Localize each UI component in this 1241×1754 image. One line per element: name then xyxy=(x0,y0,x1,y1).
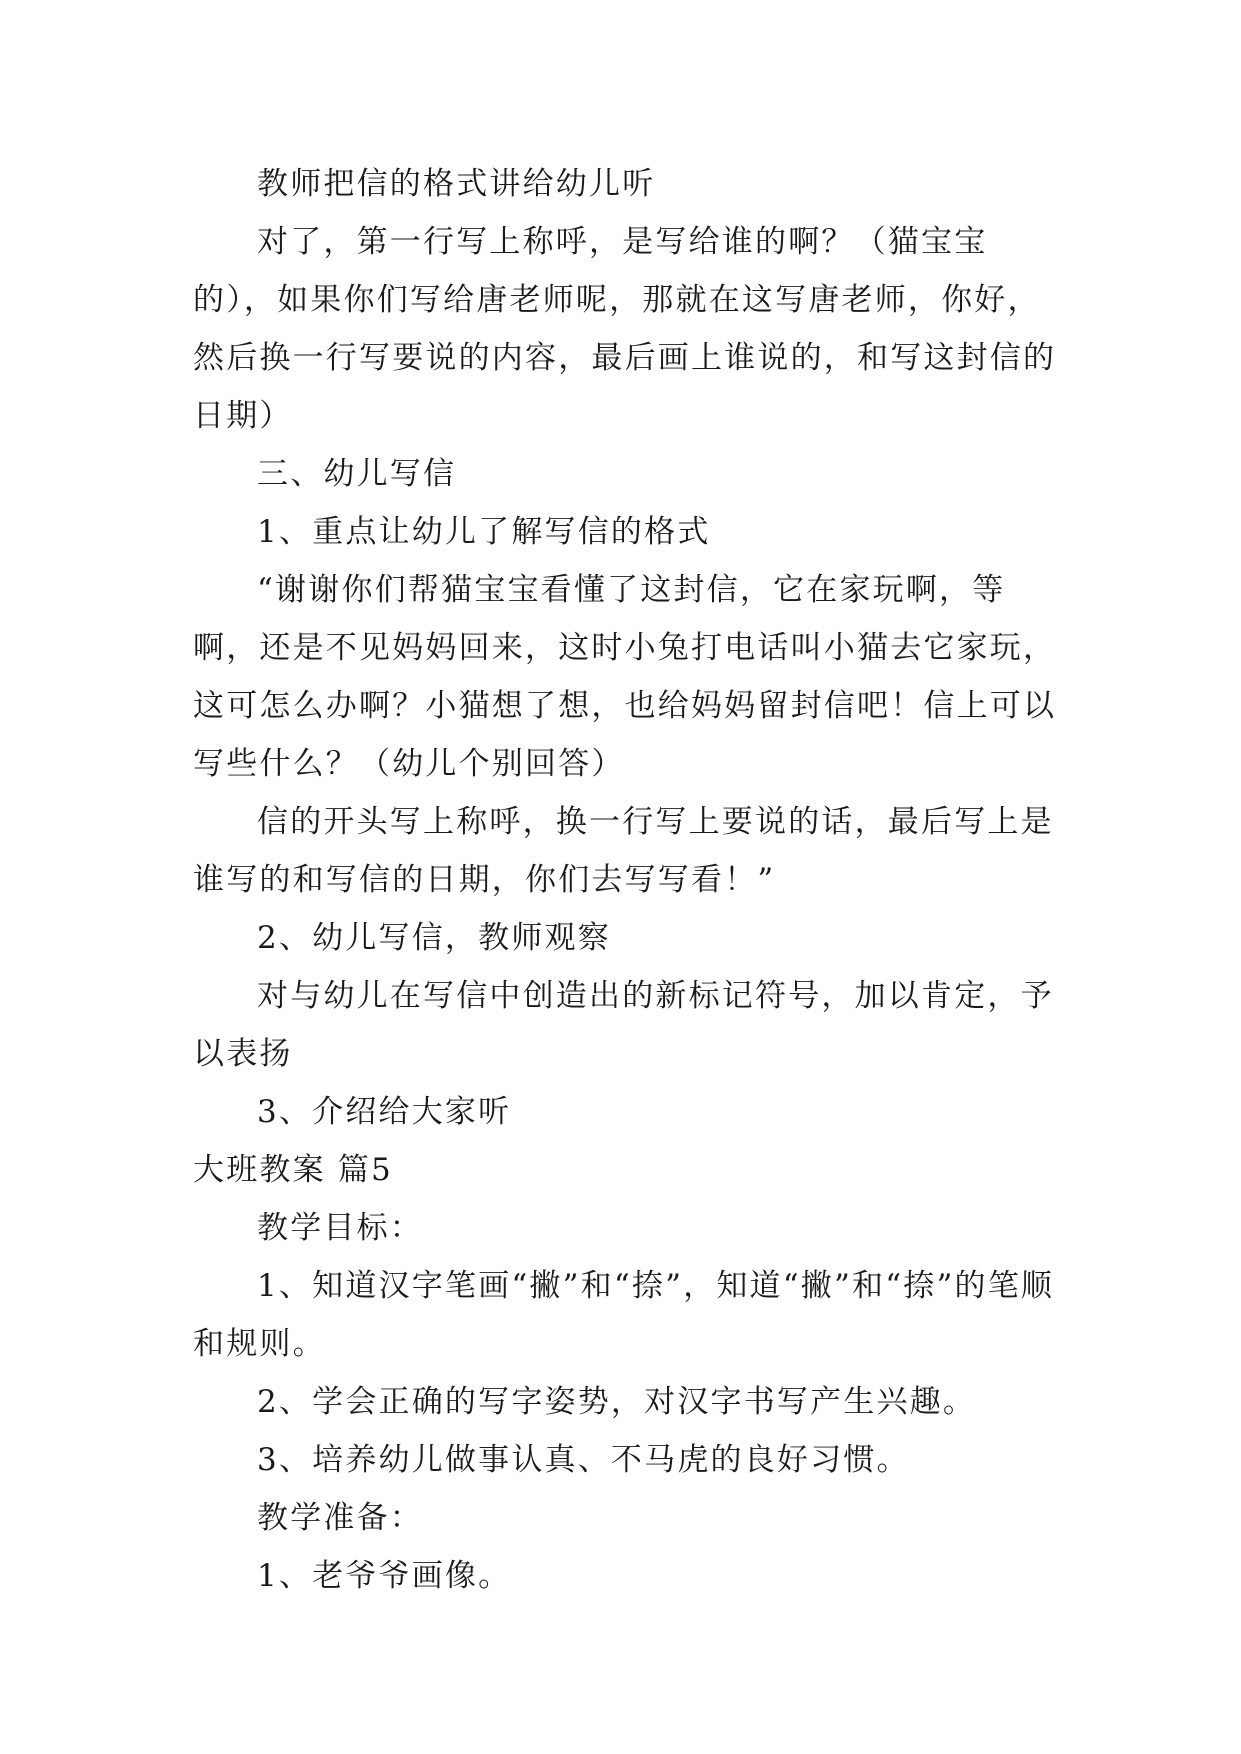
paragraph: 教学准备： xyxy=(257,1500,423,1536)
paragraph: “谢谢你们帮猫宝宝看懂了这封信，它在家玩啊，等啊，还是不见妈妈回来，这时小兔打电话叫小猫去它家玩，这可怎么办啊？小猫想了想，也给妈妈留封信吧！信上可以写些什么？（幼儿个别回答） xyxy=(193,572,1057,782)
paragraph: 1、重点让幼儿了解写信的格式 xyxy=(257,514,711,550)
paragraph: 教学目标： xyxy=(257,1210,423,1246)
section-title: 大班教案 篇5 xyxy=(193,1152,393,1188)
paragraph: 对与幼儿在写信中创造出的新标记符号，加以肯定，予以表扬 xyxy=(193,978,1054,1072)
paragraph: 2、幼儿写信，教师观察 xyxy=(257,920,611,956)
paragraph: 信的开头写上称呼，换一行写上要说的话，最后写上是谁写的和写信的日期，你们去写写看！” xyxy=(193,804,1054,898)
paragraph: 对了，第一行写上称呼，是写给谁的啊？（猫宝宝的），如果你们写给唐老师呢，那就在这写唐老师，你好，然后换一行写要说的内容，最后画上谁说的，和写这封信的日期） xyxy=(193,224,1057,434)
paragraph: 教师把信的格式讲给幼儿听 xyxy=(257,166,656,202)
paragraph: 3、介绍给大家听 xyxy=(257,1094,512,1130)
paragraph: 1、老爷爷画像。 xyxy=(257,1558,512,1594)
paragraph: 3、培养幼儿做事认真、不马虎的良好习惯。 xyxy=(257,1442,910,1478)
paragraph: 2、学会正确的写字姿势，对汉字书写产生兴趣。 xyxy=(257,1384,977,1420)
document-body xyxy=(193,155,1058,1605)
paragraph: 1、知道汉字笔画“撇”和“捺”，知道“撇”和“捺”的笔顺和规则。 xyxy=(193,1268,1055,1362)
paragraph: 三、幼儿写信 xyxy=(257,456,457,492)
